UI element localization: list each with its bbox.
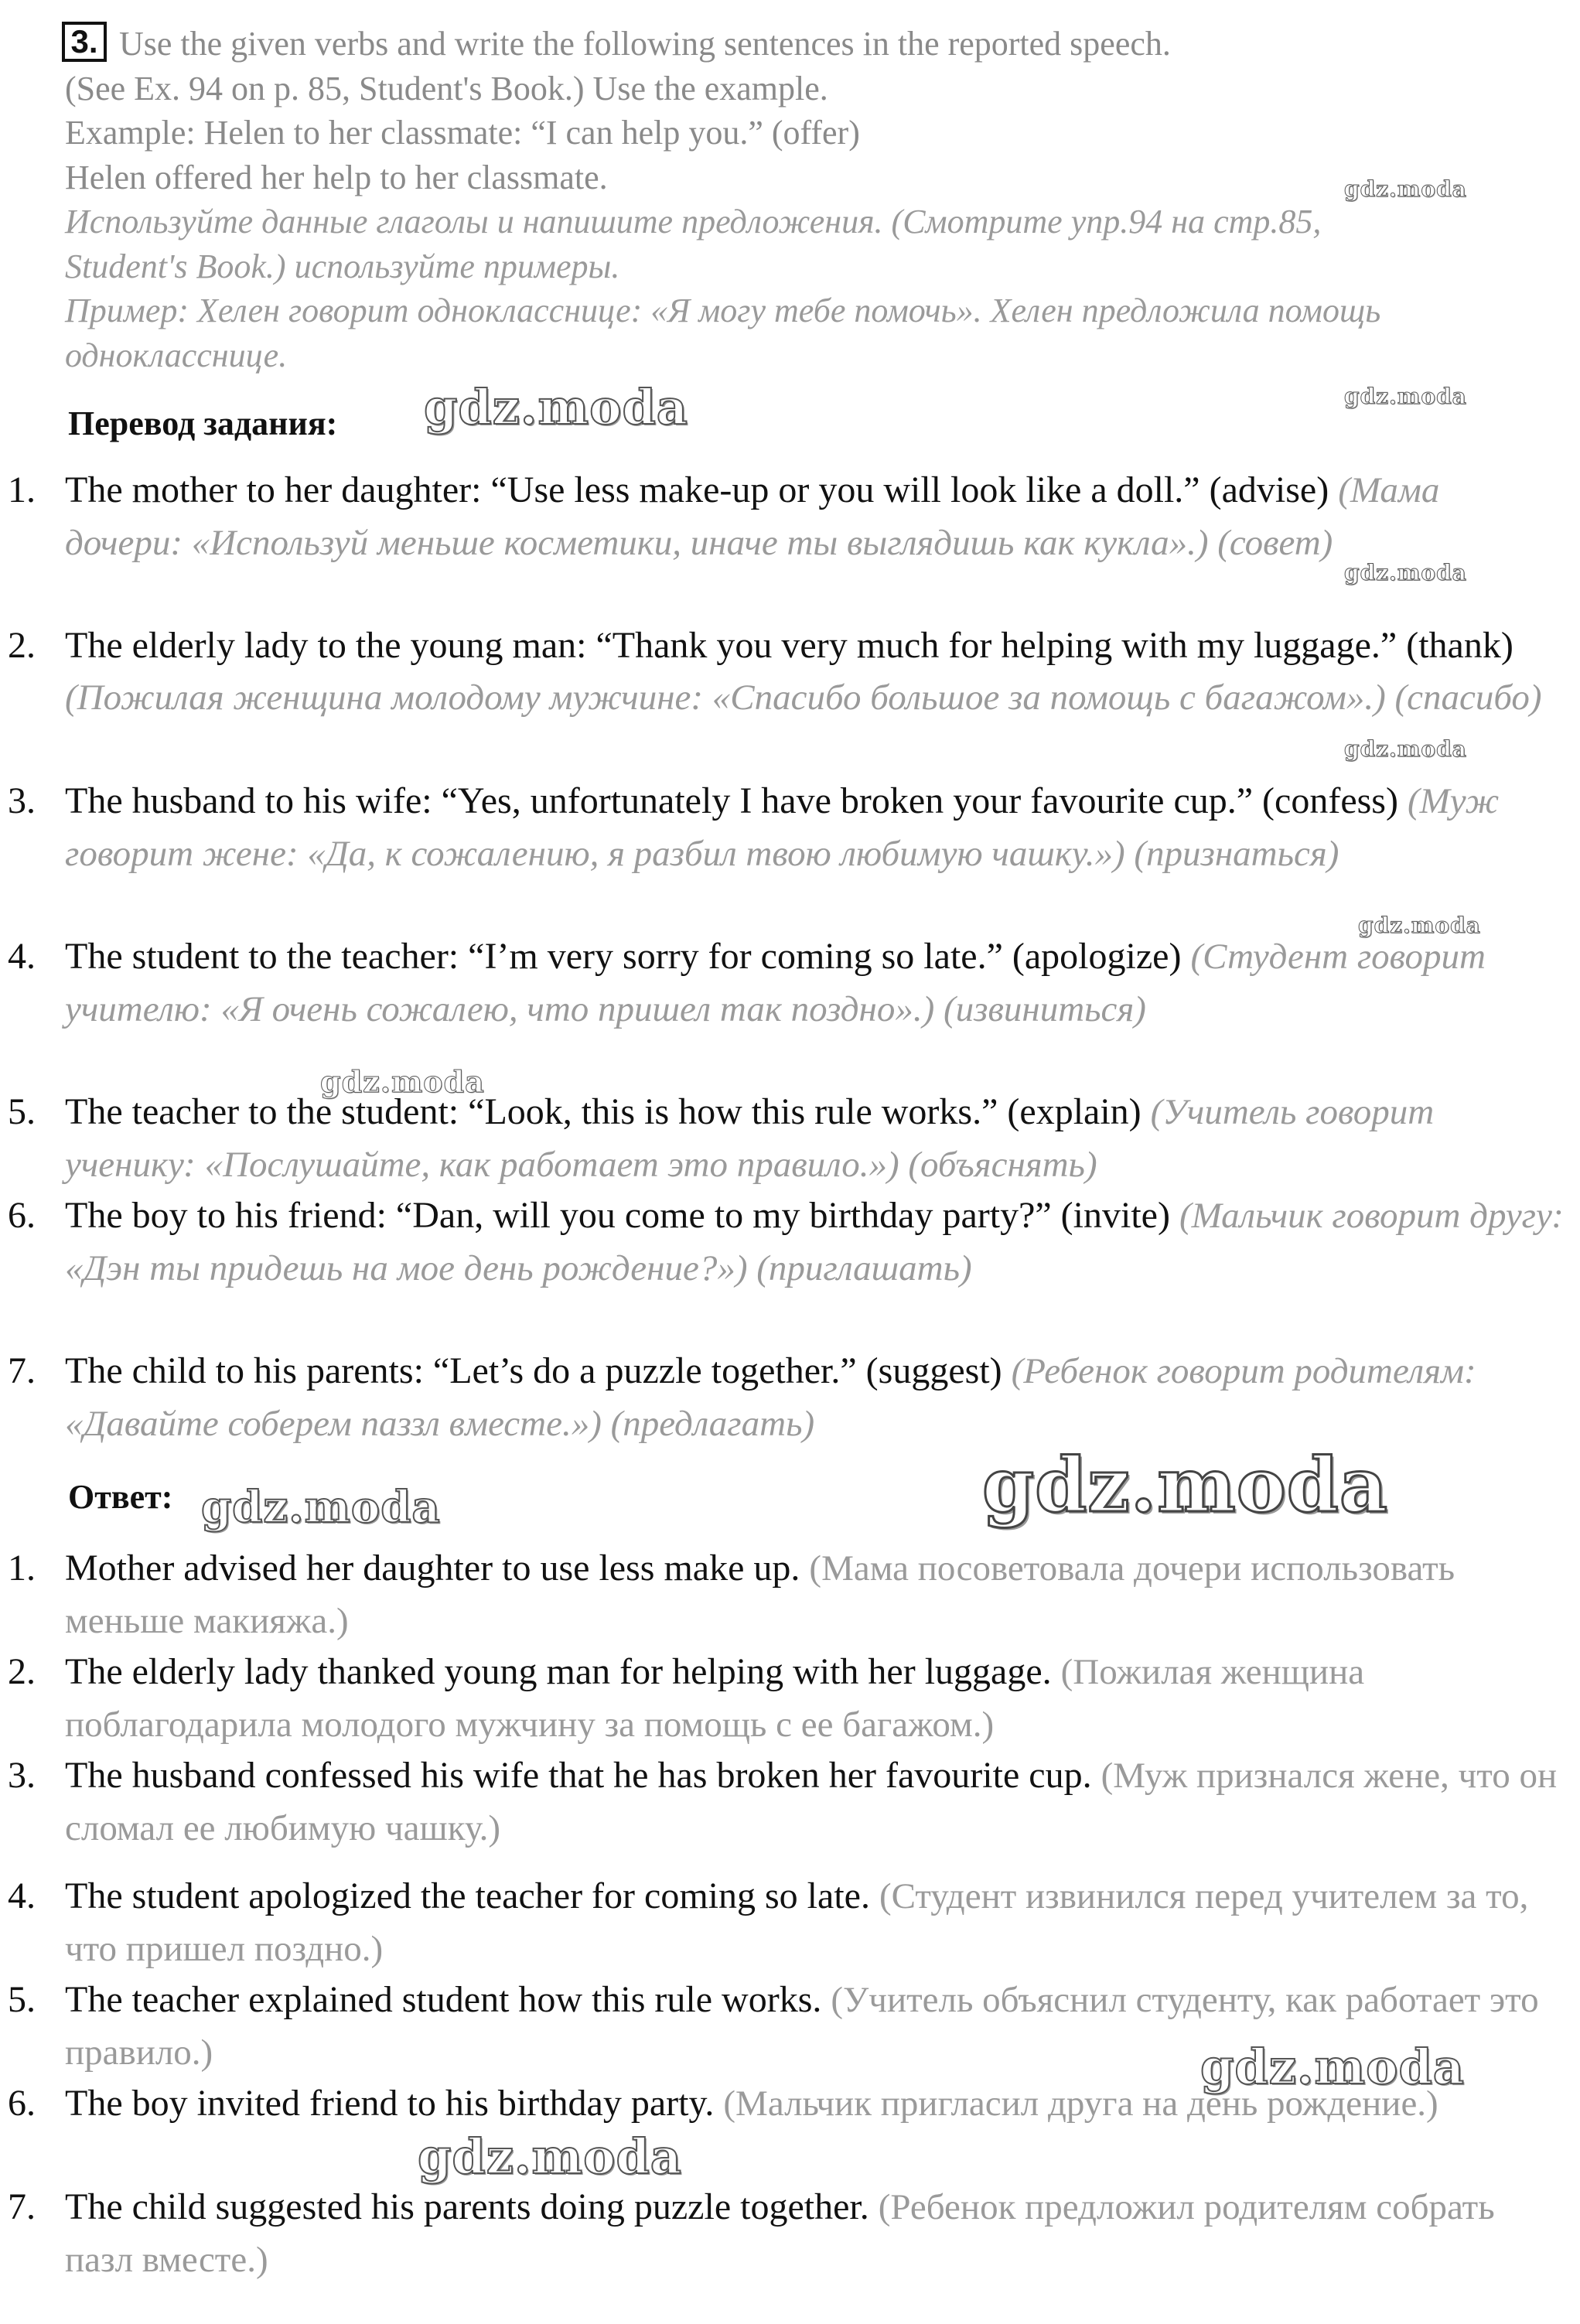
item-translation: (Студент извинился перед учителем за то, что пришел поздно.) [65, 1876, 1529, 1969]
item-text [65, 2181, 1565, 2286]
watermark: gdz.moda [1200, 2039, 1465, 2095]
item-translation: (Учитель говорит ученику: «Послушайте, как работает это правило.») (объяснять) [65, 1092, 1435, 1185]
item-english: The husband confessed his wife that he has broken her favourite cup. [65, 1755, 1092, 1796]
item-number: 4. [8, 936, 36, 977]
item-english: The mother to her daughter: “Use less make-up or you will look like a doll.” (advise) [65, 469, 1329, 510]
task-line-3: Example: Helen to her classmate: “I can help you.” (offer) [65, 114, 860, 152]
watermark: gdz.moda [1344, 560, 1467, 585]
watermark: gdz.moda [418, 2128, 682, 2185]
item-number: 2. [8, 1651, 36, 1692]
task-ru-line-4: однокласснице. [65, 336, 288, 374]
item-english: The teacher to the student: “Look, this is how this rule works.” (explain) [65, 1091, 1141, 1132]
exercise-number: 3. [62, 22, 107, 62]
item-english: The elderly lady to the young man: “Thank you very much for helping with my luggage.” (thank) [65, 625, 1513, 666]
item-english: The boy invited friend to his birthday party. [65, 2083, 715, 2124]
item-translation: (Мальчик говорит другу: «Дэн ты придешь на мое день рождение?») (приглашать) [65, 1196, 1564, 1288]
item-number: 6. [8, 1195, 36, 1236]
item-english: The student to the teacher: “I’m very sorry for coming so late.” (apologize) [65, 936, 1182, 977]
exercise-item [0, 930, 1580, 1036]
item-text [65, 1749, 1565, 1855]
item-english: The husband to his wife: “Yes, unfortunately I have broken your favourite cup.” (confess) [65, 780, 1398, 821]
item-number: 1. [8, 469, 36, 510]
task-line-2: (See Ex. 94 on p. 85, Student's Book.) Use the example. [65, 69, 828, 107]
item-text [65, 1870, 1565, 1975]
task-ru-line-1: Используйте данные глаголы и напишите предложения. (Смотрите упр.94 на стр.85, [65, 203, 1322, 241]
answer-item [0, 1542, 1580, 1647]
watermark: gdz.moda [1344, 384, 1467, 409]
watermark: gdz.moda [201, 1482, 441, 1533]
item-english: The teacher explained student how this rule works. [65, 1979, 822, 2020]
item-english: The student apologized the teacher for coming so late. [65, 1875, 870, 1916]
item-text [65, 1086, 1565, 1191]
answer-item [0, 1749, 1580, 1855]
watermark: gdz.moda [1344, 176, 1467, 202]
item-number: 5. [8, 1979, 36, 2020]
item-text [65, 1542, 1565, 1647]
item-translation: (Муж признался жене, что он сломал ее любимую чашку.) [65, 1756, 1558, 1848]
item-translation: (Муж говорит жене: «Да, к сожалению, я разбил твою любимую чашку.») (признаться) [65, 781, 1500, 874]
item-english: The child to his parents: “Let’s do a puzzle together.” (suggest) [65, 1350, 1002, 1391]
watermark: gdz.moda [424, 379, 688, 435]
item-text [65, 1189, 1565, 1295]
item-translation: (Мальчик пригласил друга на день рождение.) [723, 2083, 1438, 2124]
task-line-1: Use the given verbs and write the following sentences in the reported speech. [119, 25, 1171, 63]
item-translation: (Мама посоветовала дочери использовать меньше макияжа.) [65, 1548, 1455, 1641]
item-english: Mother advised her daughter to use less make up. [65, 1548, 800, 1589]
exercise-item [0, 464, 1580, 569]
item-english: The child suggested his parents doing puzzle together. [65, 2186, 869, 2227]
item-translation: (Студент говорит учителю: «Я очень сожалею, что пришел так поздно».) (извиниться) [65, 937, 1486, 1029]
item-text [65, 464, 1565, 569]
item-number: 5. [8, 1091, 36, 1132]
item-english: The elderly lady thanked young man for helping with her luggage. [65, 1651, 1052, 1692]
item-translation: (Мама дочери: «Используй меньше косметики, иначе ты выглядишь как кукла».) (совет) [65, 470, 1440, 563]
item-text [65, 1646, 1565, 1751]
item-number: 1. [8, 1548, 36, 1589]
watermark: gdz.moda [982, 1442, 1389, 1529]
item-number: 7. [8, 2186, 36, 2227]
exercise-item [0, 775, 1580, 880]
item-translation: (Ребенок говорит родителям: «Давайте соберем паззл вместе.») (предлагать) [65, 1351, 1476, 1444]
task-ru-line-3: Пример: Хелен говорит однокласснице: «Я могу тебе помочь». Хелен предложила помощь [65, 292, 1381, 329]
item-translation: (Учитель объяснил студенту, как работает это правило.) [65, 1980, 1539, 2073]
watermark: gdz.moda [320, 1064, 485, 1099]
item-translation: (Пожилая женщина молодому мужчине: «Спасибо большое за помощь с багажом».) (спасибо) [65, 677, 1542, 718]
item-number: 2. [8, 625, 36, 666]
watermark: gdz.moda [1344, 736, 1467, 762]
answer-item [0, 1646, 1580, 1751]
task-instructions [65, 22, 1565, 377]
exercise-item [0, 1189, 1580, 1295]
task-ru-line-2: Student's Book.) используйте примеры. [65, 247, 620, 285]
exercise-item [0, 619, 1580, 724]
item-number: 7. [8, 1350, 36, 1391]
item-number: 3. [8, 1755, 36, 1796]
item-text [65, 1345, 1565, 1450]
task-line-4: Helen offered her help to her classmate. [65, 158, 608, 196]
item-translation: (Ребенок предложил родителям собрать пазл вместе.) [65, 2187, 1495, 2280]
item-english: The boy to his friend: “Dan, will you come to my birthday party?” (invite) [65, 1195, 1170, 1236]
item-number: 3. [8, 780, 36, 821]
answer-heading: Ответ: [68, 1478, 173, 1516]
item-text [65, 775, 1565, 880]
item-text [65, 930, 1565, 1036]
item-text [65, 619, 1565, 724]
item-number: 6. [8, 2083, 36, 2124]
exercise-item [0, 1086, 1580, 1191]
answer-item [0, 2181, 1580, 2286]
exercise-item [0, 1345, 1580, 1450]
translation-heading: Перевод задания: [68, 404, 338, 442]
watermark: gdz.moda [1358, 913, 1481, 938]
item-translation: (Пожилая женщина поблагодарила молодого мужчину за помощь с ее багажом.) [65, 1652, 1365, 1745]
answer-item [0, 1870, 1580, 1975]
item-number: 4. [8, 1875, 36, 1916]
